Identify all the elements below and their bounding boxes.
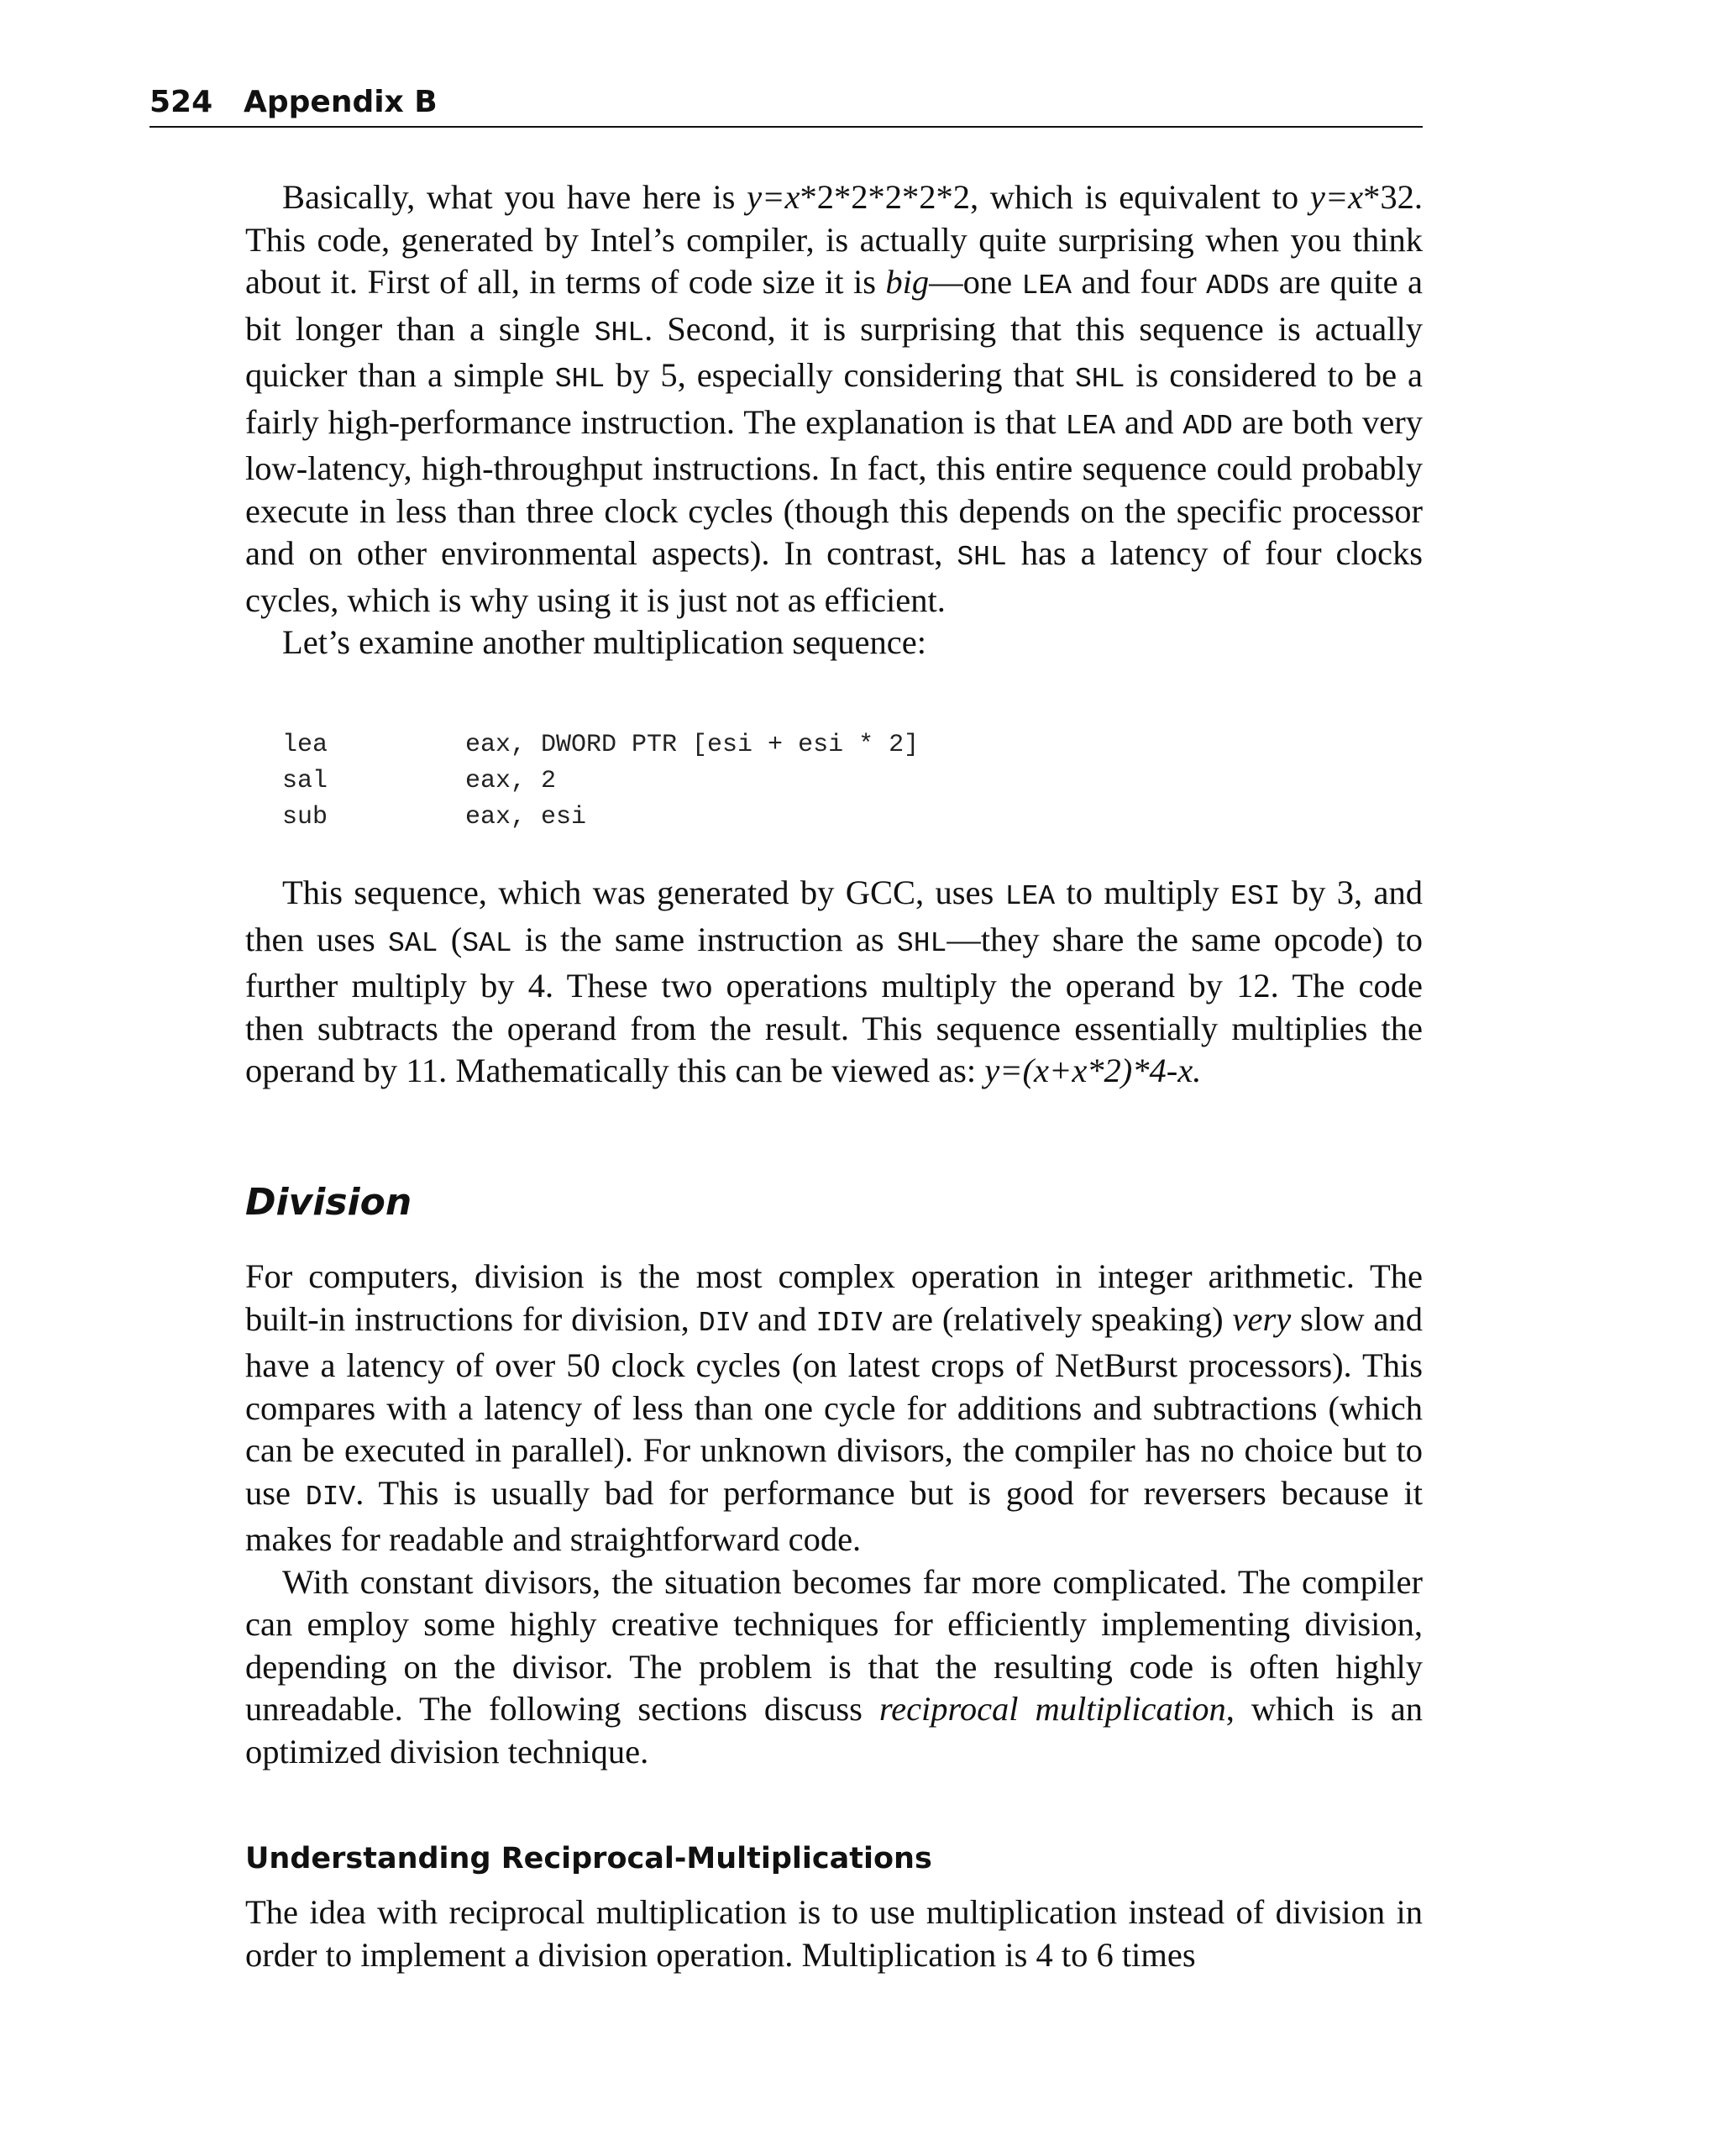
code-run: SHL: [896, 927, 947, 959]
text-run: —they share the same opcode) to further multiply by 4. These two operations multiply the operand by 12. The code then subtracts the operand from the result. This sequence essentially multiplies the operand by 11. Mathematically this can be viewed as:: [245, 920, 1423, 1089]
code-run: SAL: [388, 927, 438, 959]
subsection-heading-reciprocal: Understanding Reciprocal-Multiplications: [245, 1842, 932, 1875]
code-run: LEA: [1065, 410, 1116, 442]
italic-run: y=(x+x*2)*4-x.: [984, 1052, 1202, 1089]
italic-run: very: [1232, 1299, 1292, 1338]
code-run: SAL: [462, 927, 512, 959]
text-run: has a latency of four clocks cycles, which is why using it is just not as efficient.: [245, 534, 1423, 619]
code-operands: eax, 2: [465, 767, 557, 795]
running-head: [149, 77, 1423, 128]
text-run: Basically, what you have here is: [282, 178, 747, 216]
italic-run: reciprocal multiplication: [878, 1690, 1226, 1728]
text-run: s are quite a bit longer than a single: [245, 263, 1423, 348]
italic-run: y=x: [747, 178, 800, 216]
text-run: slow and have a latency of over 50 clock cycles (on latest crops of NetBurst processors). This compares with a latency of less than one cycle for additions and subtractions (which can be executed in parallel). For unknown divisors, the compiler has no choice but to use: [245, 1299, 1423, 1512]
code-run: IDIV: [815, 1307, 883, 1339]
code-run: DIV: [305, 1481, 356, 1513]
paragraph-1: [245, 176, 1423, 622]
italic-run: y=x: [1309, 178, 1364, 216]
italic-run: big: [885, 263, 930, 301]
text-run: For computers, division is the most complex operation in integer arithmetic. The built-in instructions for division,: [245, 1257, 1423, 1338]
code-run: SHL: [1074, 364, 1125, 395]
page-number: 524: [149, 85, 213, 119]
code-run: ADD: [1182, 410, 1233, 442]
paragraph-5: [245, 1561, 1423, 1774]
text-run: are both very low-latency, high-throughput instructions. In fact, this entire sequence could probably execute in less than three clock cycles (though this depends on the specific processor and on other environmental aspects). In contrast,: [245, 402, 1423, 572]
text-run: and four: [1071, 263, 1207, 301]
text-run: *2*2*2*2*2, which is equivalent to: [800, 178, 1310, 216]
text-run: and: [748, 1299, 816, 1338]
text-run: and: [1115, 402, 1183, 441]
code-run: SHL: [554, 364, 606, 395]
code-run: ADD: [1206, 270, 1256, 302]
paragraph-6: The idea with reciprocal multiplication is to use multiplication instead of division in order to implement a division operation. Multiplication is 4 to 6 times: [245, 1893, 1423, 1974]
text-run: to multiply: [1055, 873, 1231, 911]
body-block-4: [245, 1891, 1423, 1976]
running-title: Appendix B: [244, 85, 438, 119]
code-run: SHL: [957, 542, 1007, 573]
code-listing: [282, 727, 1290, 836]
code-operands: eax, esi: [465, 803, 587, 831]
text-run: With constant divisors, the situation becomes far more complicated. The compiler can employ some highly creative techniques for efficiently implementing division, depending on the divisor. The problem is that the resulting code is often highly unreadable. The following sections discuss: [245, 1562, 1423, 1728]
code-run: DIV: [698, 1307, 749, 1339]
code-line: [282, 800, 1290, 836]
text-run: is the same instruction as: [511, 920, 897, 958]
text-run: This sequence, which was generated by GCC, uses: [282, 873, 1005, 911]
text-run: by 5, especially considering that: [605, 356, 1075, 394]
code-line: [282, 727, 1290, 763]
paragraph-3: [245, 872, 1423, 1093]
text-run: , which is an optimized division technique.: [245, 1690, 1424, 1770]
code-opcode: sal: [282, 767, 328, 795]
text-run: is considered to be a fairly high-performance instruction. The explanation is that: [245, 356, 1424, 441]
text-run: are (relatively speaking): [882, 1299, 1233, 1338]
code-run: LEA: [1004, 881, 1056, 912]
text-run: (: [438, 920, 463, 958]
code-run: ESI: [1230, 881, 1281, 912]
section-heading-division: Division: [245, 1181, 412, 1224]
text-run: . This is usually bad for performance but is good for reversers because it makes for readable and straightforward code.: [245, 1473, 1423, 1558]
text-run: *32. This code, generated by Intel’s compiler, is actually quite surprising when you think about it. First of all, in terms of code size it is: [245, 178, 1423, 301]
code-run: SHL: [594, 317, 645, 349]
body-block-3: [245, 1256, 1423, 1773]
paragraph-2: Let’s examine another multiplication sequence:: [282, 623, 926, 661]
code-opcode: lea: [282, 731, 328, 759]
code-run: LEA: [1021, 270, 1072, 302]
code-operands: eax, DWORD PTR [esi + esi * 2]: [465, 731, 920, 759]
body-block-1: [245, 176, 1423, 664]
paragraph-4: [245, 1256, 1423, 1561]
code-line: [282, 763, 1290, 800]
text-run: by 3, and then uses: [245, 873, 1424, 958]
code-opcode: sub: [282, 803, 328, 831]
text-run: . Second, it is surprising that this sequence is actually quicker than a simple: [245, 309, 1423, 394]
text-run: —one: [929, 263, 1022, 301]
body-block-2: [245, 872, 1423, 1093]
